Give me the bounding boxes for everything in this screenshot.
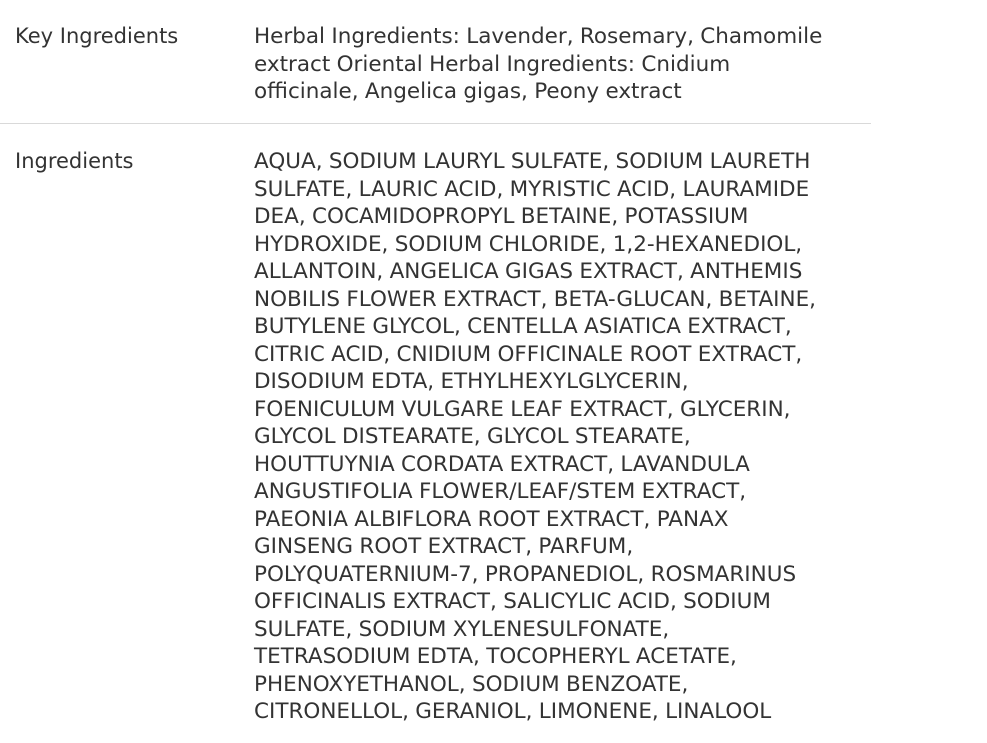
key-ingredients-label: Key Ingredients <box>15 24 179 48</box>
ingredients-line: HYDROXIDE, SODIUM CHLORIDE, 1,2-HEXANEDIOL, <box>254 231 803 257</box>
ingredients-line: BUTYLENE GLYCOL, CENTELLA ASIATICA EXTRACT, <box>254 314 792 339</box>
ingredients-line: SULFATE, LAURIC ACID, MYRISTIC ACID, LAURAMIDE <box>254 176 810 202</box>
ingredients-line: GLYCOL DISTEARATE, GLYCOL STEARATE, <box>254 424 691 449</box>
ingredients-line: GINSENG ROOT EXTRACT, PARFUM, <box>254 534 634 559</box>
key-ingredients-line: officinale, Angelica gigas, Peony extract <box>254 79 682 104</box>
ingredients-line: DISODIUM EDTA, ETHYLHEXYLGLYCERIN, <box>254 369 689 394</box>
ingredients-line: AQUA, SODIUM LAURYL SULFATE, SODIUM LAURETH <box>254 149 811 174</box>
ingredients-line: CITRONELLOL, GERANIOL, LIMONENE, LINALOOL <box>254 699 772 724</box>
key-ingredients-line: extract Oriental Herbal Ingredients: Cnidium <box>254 51 731 77</box>
ingredients-line: OFFICINALIS EXTRACT, SALICYLIC ACID, SODIUM <box>254 589 771 614</box>
ingredients-line: PHENOXYETHANOL, SODIUM BENZOATE, <box>254 671 689 697</box>
ingredients-line: PAEONIA ALBIFLORA ROOT EXTRACT, PANAX <box>254 506 729 532</box>
ingredients-line: TETRASODIUM EDTA, TOCOPHERYL ACETATE, <box>254 644 737 669</box>
ingredients-line: NOBILIS FLOWER EXTRACT, BETA-GLUCAN, BETAINE, <box>254 286 816 312</box>
ingredients-line: HOUTTUYNIA CORDATA EXTRACT, LAVANDULA <box>254 451 750 477</box>
ingredients-label: Ingredients <box>15 149 134 173</box>
key-ingredients-line: Herbal Ingredients: Lavender, Rosemary, Chamomile <box>254 24 823 49</box>
ingredients-line: ALLANTOIN, ANGELICA GIGAS EXTRACT, ANTHEMIS <box>254 259 803 284</box>
ingredients-line: POLYQUATERNIUM-7, PROPANEDIOL, ROSMARINUS <box>254 561 797 587</box>
ingredients-value <box>254 148 871 726</box>
ingredients-line: FOENICULUM VULGARE LEAF EXTRACT, GLYCERIN, <box>254 396 791 422</box>
ingredients-line: DEA, COCAMIDOPROPYL BETAINE, POTASSIUM <box>254 204 749 229</box>
ingredients-line: SULFATE, SODIUM XYLENESULFONATE, <box>254 616 670 642</box>
ingredients-line: ANGUSTIFOLIA FLOWER/LEAF/STEM EXTRACT, <box>254 479 747 504</box>
ingredients-line: CITRIC ACID, CNIDIUM OFFICINALE ROOT EXTRACT, <box>254 341 803 367</box>
